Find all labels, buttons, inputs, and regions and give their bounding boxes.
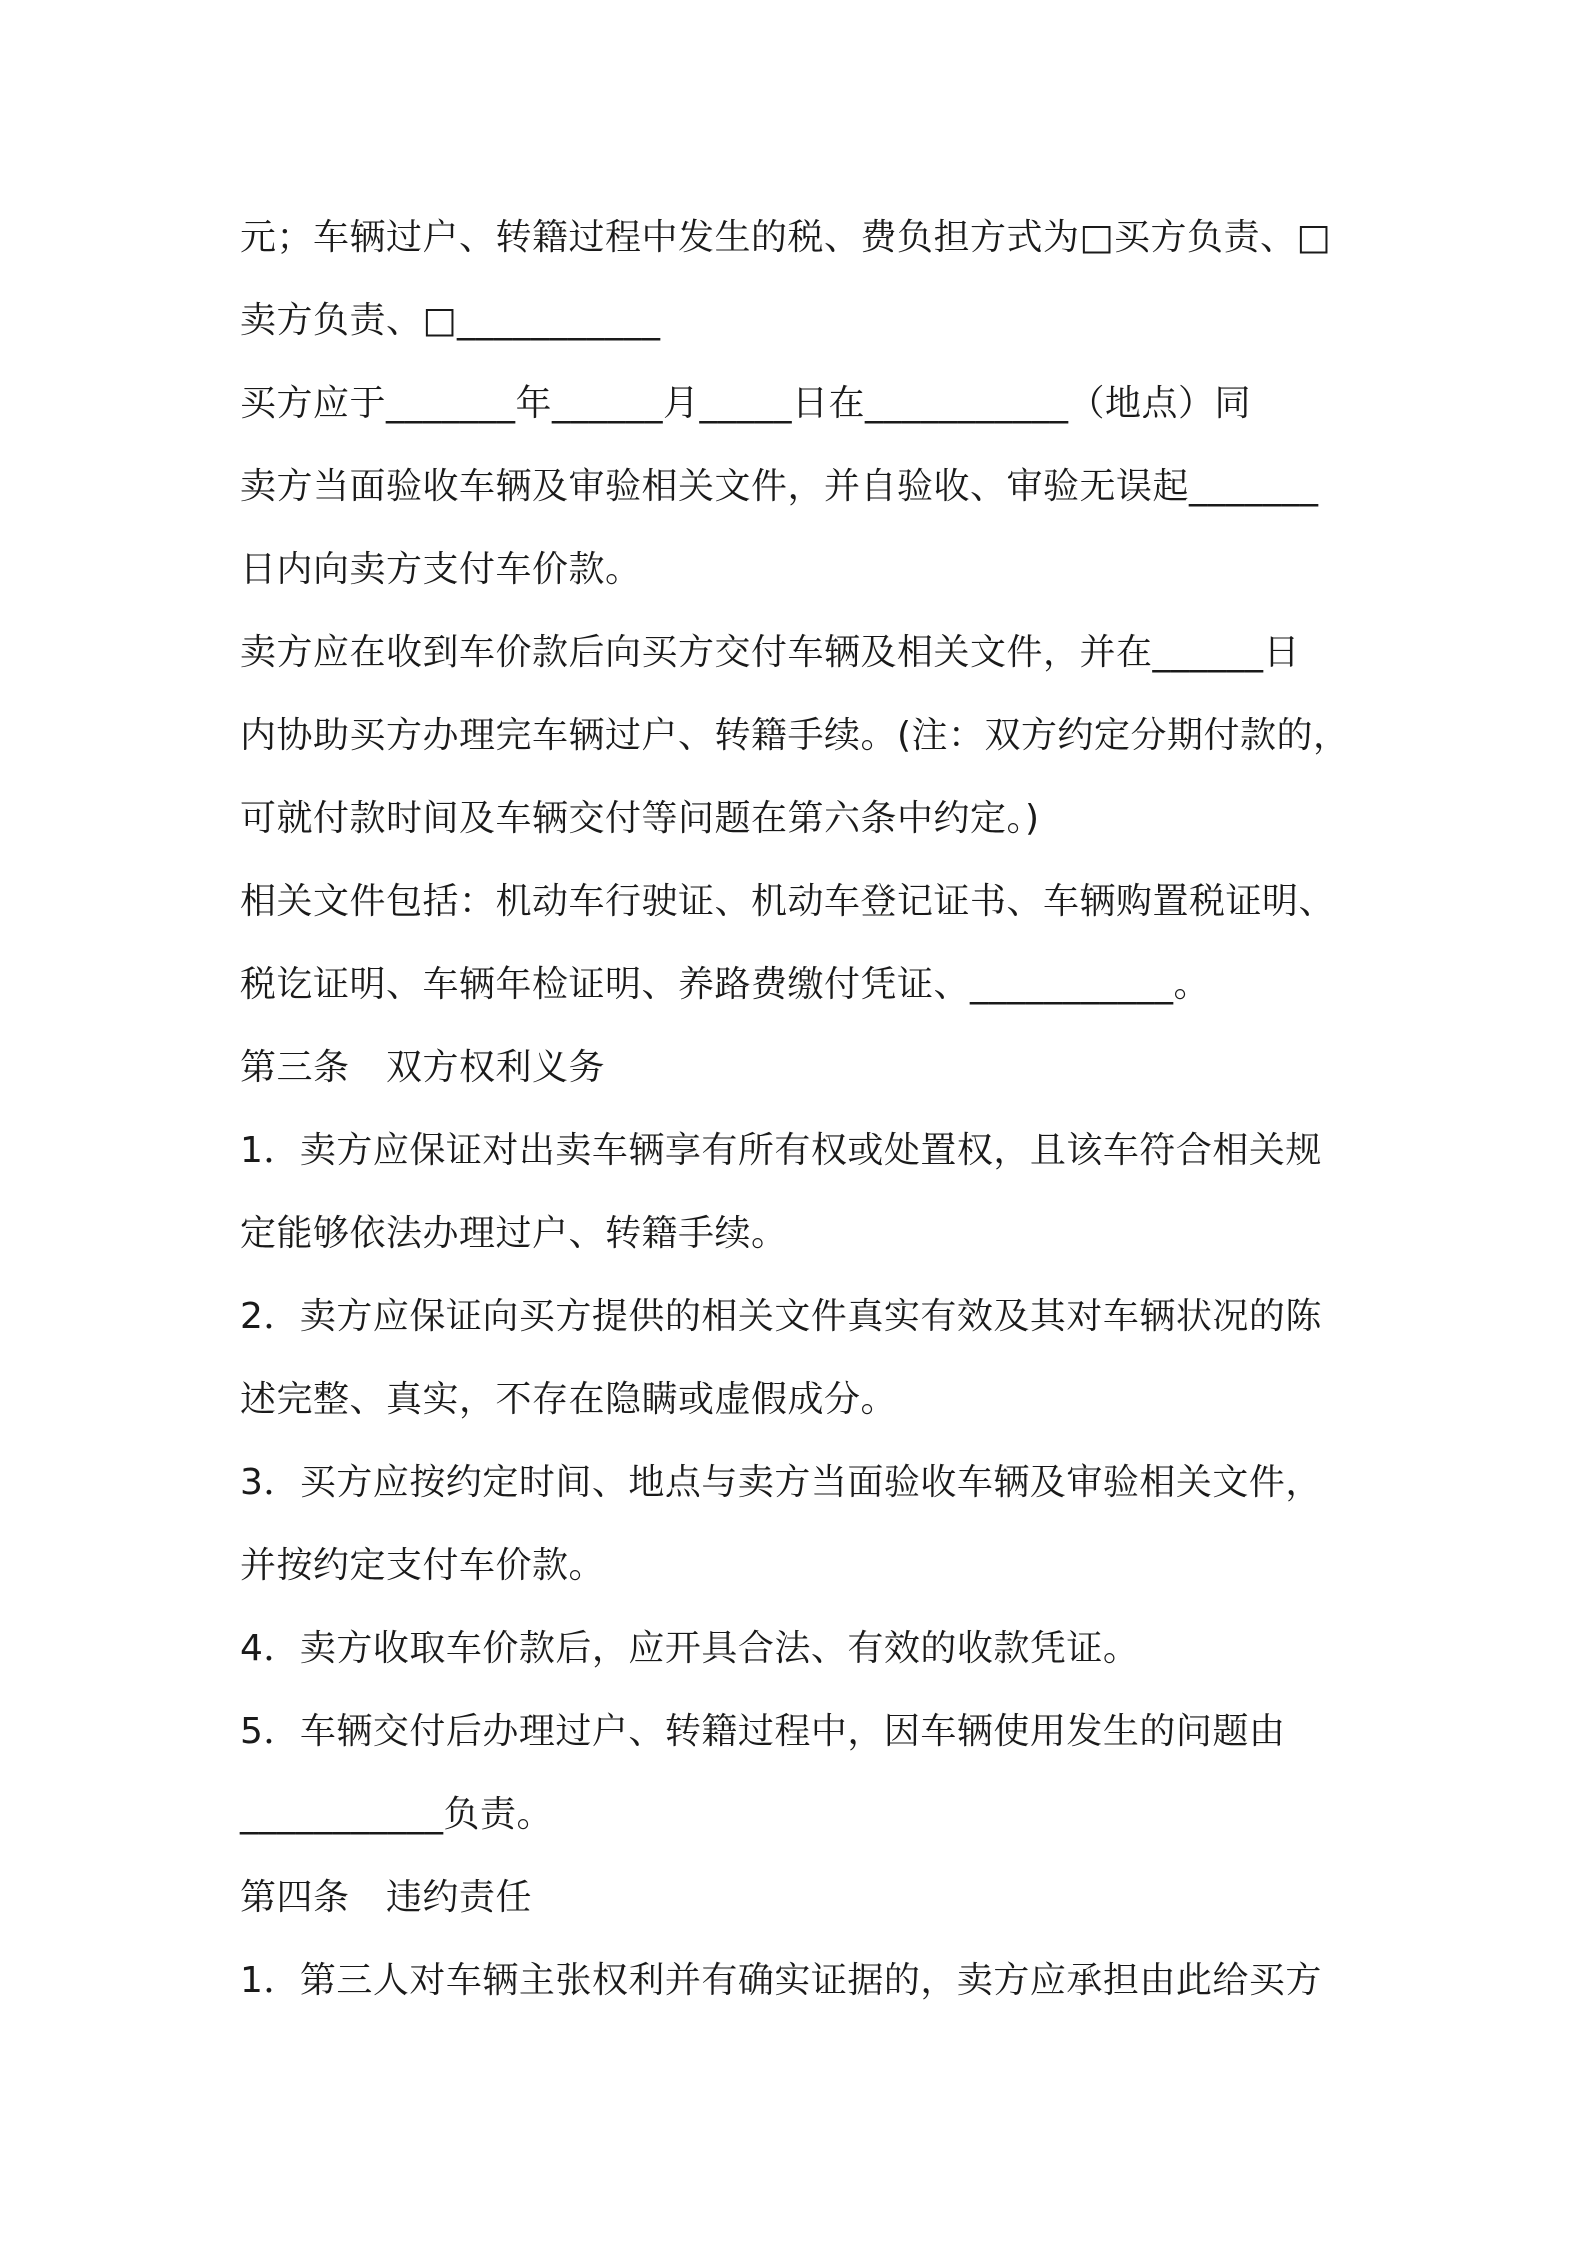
text-line-clause-3-5-cont: ___________负责。	[240, 1794, 554, 1835]
text-line-clause-3-2-cont: 述完整、真实，不存在隐瞒或虚假成分。	[240, 1379, 898, 1420]
text-line-seller-delivery: 卖方应在收到车价款后向买方交付车辆及相关文件，并在______日	[240, 632, 1301, 673]
text-line-clause-3-1-cont: 定能够依法办理过户、转籍手续。	[240, 1213, 788, 1254]
text-line-tax-fee-options: 元；车辆过户、转籍过程中发生的税、费负担方式为□买方负责、□	[240, 217, 1332, 258]
text-line-clause-3-2: 2．卖方应保证向买方提供的相关文件真实有效及其对车辆状况的陈	[240, 1296, 1322, 1337]
text-line-inspection: 卖方当面验收车辆及审验相关文件，并自验收、审验无误起_______	[240, 466, 1319, 507]
text-line-buyer-date-place: 买方应于_______年______月_____日在___________（地点）同	[240, 383, 1252, 424]
document-body	[240, 196, 1370, 2022]
text-line-clause-3-5: 5．车辆交付后办理过户、转籍过程中，因车辆使用发生的问题由	[240, 1711, 1286, 1752]
text-line-related-documents: 相关文件包括：机动车行驶证、机动车登记证书、车辆购置税证明、	[240, 881, 1336, 922]
text-line-installment-note: 可就付款时间及车辆交付等问题在第六条中约定。)	[240, 798, 1040, 839]
section-heading-article-4: 第四条 违约责任	[240, 1877, 533, 1918]
section-heading-article-3: 第三条 双方权利义务	[240, 1047, 606, 1088]
text-line-seller-responsible: 卖方负责、□___________	[240, 300, 661, 341]
text-line-payment-days: 日内向卖方支付车价款。	[240, 549, 642, 590]
text-line-clause-3-4: 4．卖方收取车价款后，应开具合法、有效的收款凭证。	[240, 1628, 1140, 1669]
text-line-clause-4-1: 1．第三人对车辆主张权利并有确实证据的，卖方应承担由此给买方	[240, 1960, 1322, 2001]
text-line-clause-3-3-cont: 并按约定支付车价款。	[240, 1545, 606, 1586]
text-line-clause-3-3: 3．买方应按约定时间、地点与卖方当面验收车辆及审验相关文件，	[240, 1462, 1322, 1503]
text-line-related-documents-cont: 税讫证明、车辆年检证明、养路费缴付凭证、___________。	[240, 964, 1211, 1005]
text-line-transfer-note: 内协助买方办理完车辆过户、转籍手续。(注：双方约定分期付款的，	[240, 715, 1350, 756]
text-line-clause-3-1: 1．卖方应保证对出卖车辆享有所有权或处置权，且该车符合相关规	[240, 1130, 1322, 1171]
